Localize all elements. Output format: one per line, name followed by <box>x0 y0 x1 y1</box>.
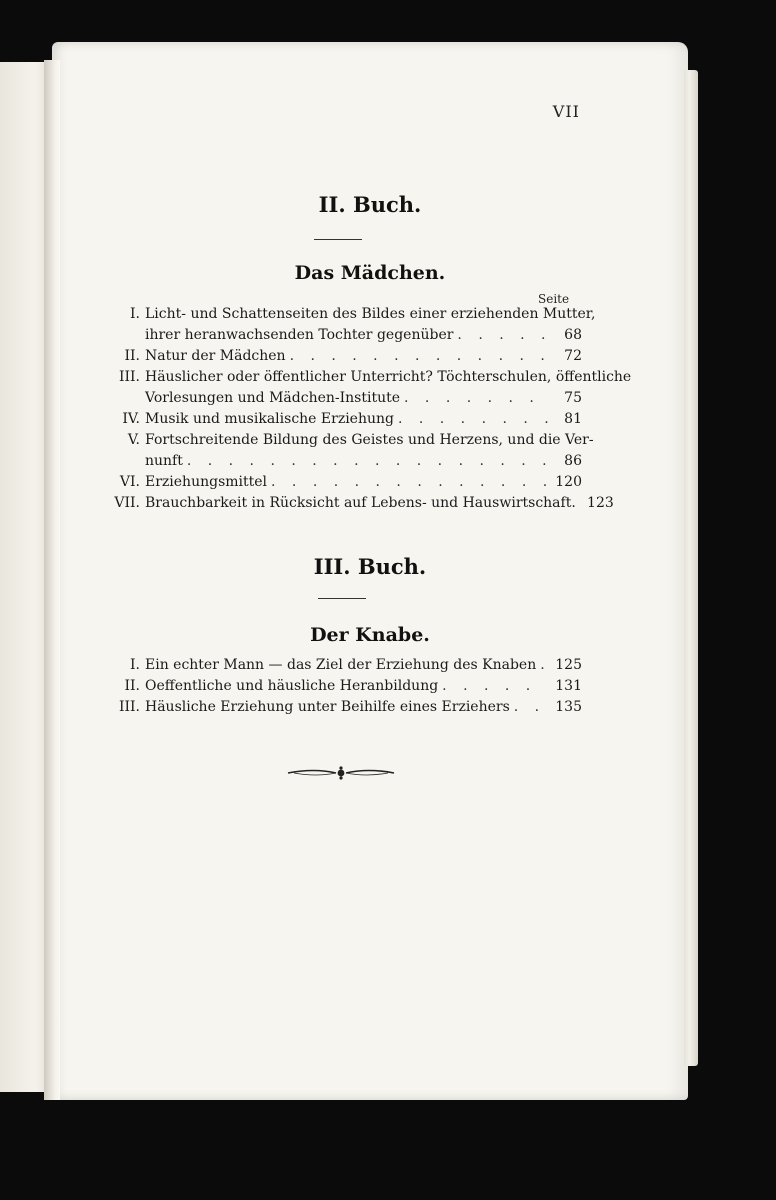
toc-entry: VII. Brauchbarkeit in Rücksicht auf Lebens- und Hauswirtschaft. . . . 123 <box>104 493 582 514</box>
toc-entry-continued: nunft . . . 86 <box>104 451 582 472</box>
toc-entry: III. Häusliche Erziehung unter Beihilfe eines Erziehers . . . 135 <box>104 697 582 718</box>
book-3-toc <box>104 655 582 718</box>
page-number: VII <box>552 102 580 121</box>
toc-page: 68 <box>564 327 582 343</box>
title-rule <box>318 598 366 599</box>
leader-dots <box>510 697 548 718</box>
leader-dots <box>267 472 548 493</box>
toc-entry: I. Ein echter Mann — das Ziel der Erziehung des Knaben . . . 125 <box>104 655 582 676</box>
leader-dots <box>400 388 548 409</box>
book-2-title: II. Buch. <box>318 192 422 217</box>
toc-entry: II. Natur der Mädchen . . . 72 <box>104 346 582 367</box>
leader-dots <box>536 655 548 676</box>
toc-entry-continued: Vorlesungen und Mädchen-Institute . . . 75 <box>104 388 582 409</box>
toc-page: 131 <box>555 678 582 694</box>
toc-entry: IV. Musik und musikalische Erziehung . . . 81 <box>104 409 582 430</box>
toc-page: 120 <box>555 474 582 490</box>
toc-entry: II. Oeffentliche und häusliche Heranbildung . . . 131 <box>104 676 582 697</box>
book-3-section-title: Der Knabe. <box>310 624 430 646</box>
toc-page: 75 <box>564 390 582 406</box>
toc-entry: III. Häuslicher oder öffentlicher Unterricht? Töchterschulen, öffentliche <box>118 369 632 385</box>
toc-page: 125 <box>555 657 582 673</box>
book-2-section-title: Das Mädchen. <box>294 262 446 284</box>
toc-entry-continued: ihrer heranwachsenden Tochter gegenüber . . . 68 <box>104 325 582 346</box>
toc-page: 81 <box>564 411 582 427</box>
leader-dots <box>183 451 548 472</box>
toc-page: 123 <box>587 495 614 511</box>
book-2-toc <box>104 304 632 514</box>
leader-dots <box>438 676 548 697</box>
page-column-head: Seite <box>538 292 570 306</box>
book-3-title: III. Buch. <box>313 554 427 579</box>
toc-page: 135 <box>555 699 582 715</box>
ornament-divider <box>286 764 396 782</box>
title-rule <box>314 239 362 240</box>
toc-entry: I. Licht- und Schattenseiten des Bildes einer erziehenden Mutter, <box>130 306 596 322</box>
toc-entry: V. Fortschreitende Bildung des Geistes und Herzens, und die Ver- <box>127 432 594 448</box>
leader-dots <box>394 409 548 430</box>
toc-page: 72 <box>564 348 582 364</box>
toc-entry: VI. Erziehungsmittel . . . 120 <box>104 472 582 493</box>
leader-dots <box>286 346 548 367</box>
leader-dots <box>453 325 548 346</box>
toc-page: 86 <box>564 453 582 469</box>
